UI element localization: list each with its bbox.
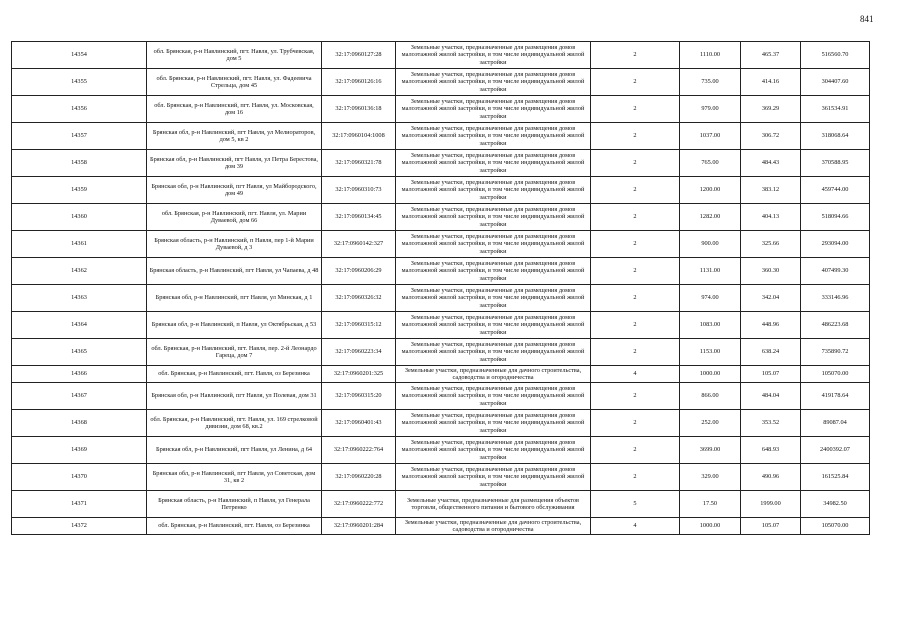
area-cell: 1000.00 bbox=[680, 366, 741, 383]
cadastral-value-cell: 407499.30 bbox=[801, 258, 870, 285]
specific-value-cell: 490.96 bbox=[741, 464, 801, 491]
specific-value-cell: 383.12 bbox=[741, 177, 801, 204]
address-cell: обл. Брянская, р-н Навлинский, пгт. Навля, ул. Марии Дуваевой, дом 66 bbox=[147, 204, 322, 231]
row-number-cell: 14359 bbox=[12, 177, 147, 204]
area-cell: 17.50 bbox=[680, 491, 741, 518]
table-row bbox=[12, 366, 870, 383]
specific-value-cell: 414.16 bbox=[741, 69, 801, 96]
group-code-cell: 2 bbox=[591, 96, 680, 123]
area-cell: 329.00 bbox=[680, 464, 741, 491]
table-row bbox=[12, 96, 870, 123]
land-use-cell: Земельные участки, предназначенные для размещения домов малоэтажной жилой застройки, в том числе индивидуальной жилой застройки bbox=[396, 69, 591, 96]
land-use-cell: Земельные участки, предназначенные для дачного строительства, садоводства и огородничества bbox=[396, 366, 591, 383]
table-row bbox=[12, 42, 870, 69]
cadastral-number-cell: 32:17:0960142:327 bbox=[322, 231, 396, 258]
table-row bbox=[12, 150, 870, 177]
group-code-cell: 4 bbox=[591, 366, 680, 383]
specific-value-cell: 342.04 bbox=[741, 285, 801, 312]
group-code-cell: 2 bbox=[591, 339, 680, 366]
address-cell: обл. Брянская, р-н Навлинский, пгт. Навля, оз Березинка bbox=[147, 518, 322, 535]
row-number-cell: 14368 bbox=[12, 410, 147, 437]
group-code-cell: 2 bbox=[591, 231, 680, 258]
cadastral-value-cell: 304407.60 bbox=[801, 69, 870, 96]
area-cell: 900.00 bbox=[680, 231, 741, 258]
cadastral-value-cell: 333146.96 bbox=[801, 285, 870, 312]
cadastral-number-cell: 32:17:0960310:73 bbox=[322, 177, 396, 204]
land-use-cell: Земельные участки, предназначенные для размещения домов малоэтажной жилой застройки, в том числе индивидуальной жилой застройки bbox=[396, 231, 591, 258]
address-cell: обл. Брянская, р-н Навлинский, пгт. Навля, пер. 2-й Леонардо Гареца, дом 7 bbox=[147, 339, 322, 366]
cadastral-value-cell: 34982.50 bbox=[801, 491, 870, 518]
row-number-cell: 14370 bbox=[12, 464, 147, 491]
address-cell: обл. Брянская, р-н Навлинский, пгт. Навля, ул. Трубчевская, дом 5 bbox=[147, 42, 322, 69]
group-code-cell: 4 bbox=[591, 518, 680, 535]
row-number-cell: 14354 bbox=[12, 42, 147, 69]
cadastral-number-cell: 32:17:0960134:45 bbox=[322, 204, 396, 231]
table-row bbox=[12, 285, 870, 312]
area-cell: 866.00 bbox=[680, 383, 741, 410]
area-cell: 252.00 bbox=[680, 410, 741, 437]
specific-value-cell: 648.93 bbox=[741, 437, 801, 464]
row-number-cell: 14364 bbox=[12, 312, 147, 339]
row-number-cell: 14355 bbox=[12, 69, 147, 96]
group-code-cell: 2 bbox=[591, 410, 680, 437]
cadastral-number-cell: 32:17:0960326:32 bbox=[322, 285, 396, 312]
cadastral-value-cell: 318068.64 bbox=[801, 123, 870, 150]
table-row bbox=[12, 312, 870, 339]
cadastral-value-cell: 735890.72 bbox=[801, 339, 870, 366]
land-use-cell: Земельные участки, предназначенные для размещения домов малоэтажной жилой застройки, в том числе индивидуальной жилой застройки bbox=[396, 42, 591, 69]
land-use-cell: Земельные участки, предназначенные для размещения домов малоэтажной жилой застройки, в том числе индивидуальной жилой застройки bbox=[396, 123, 591, 150]
specific-value-cell: 325.66 bbox=[741, 231, 801, 258]
group-code-cell: 2 bbox=[591, 464, 680, 491]
row-number-cell: 14356 bbox=[12, 96, 147, 123]
area-cell: 735.00 bbox=[680, 69, 741, 96]
land-use-cell: Земельные участки, предназначенные для размещения домов малоэтажной жилой застройки, в том числе индивидуальной жилой застройки bbox=[396, 437, 591, 464]
specific-value-cell: 465.37 bbox=[741, 42, 801, 69]
cadastral-value-cell: 361534.91 bbox=[801, 96, 870, 123]
group-code-cell: 2 bbox=[591, 204, 680, 231]
table-row bbox=[12, 383, 870, 410]
group-code-cell: 2 bbox=[591, 42, 680, 69]
group-code-cell: 2 bbox=[591, 150, 680, 177]
row-number-cell: 14371 bbox=[12, 491, 147, 518]
land-use-cell: Земельные участки, предназначенные для размещения домов малоэтажной жилой застройки, в том числе индивидуальной жилой застройки bbox=[396, 96, 591, 123]
address-cell: Брянская обл, р-н Навлинский, пгт Навля, ул Советская, дом 31, кв 2 bbox=[147, 464, 322, 491]
specific-value-cell: 638.24 bbox=[741, 339, 801, 366]
cadastral-value-cell: 105070.00 bbox=[801, 366, 870, 383]
cadastral-value-cell: 2400392.07 bbox=[801, 437, 870, 464]
area-cell: 1200.00 bbox=[680, 177, 741, 204]
specific-value-cell: 369.29 bbox=[741, 96, 801, 123]
table-row bbox=[12, 410, 870, 437]
specific-value-cell: 484.04 bbox=[741, 383, 801, 410]
land-use-cell: Земельные участки, предназначенные для размещения домов малоэтажной жилой застройки, в том числе индивидуальной жилой застройки bbox=[396, 150, 591, 177]
land-use-cell: Земельные участки, предназначенные для размещения домов малоэтажной жилой застройки, в том числе индивидуальной жилой застройки bbox=[396, 204, 591, 231]
cadastral-value-table bbox=[11, 41, 870, 535]
group-code-cell: 2 bbox=[591, 312, 680, 339]
row-number-cell: 14366 bbox=[12, 366, 147, 383]
land-use-cell: Земельные участки, предназначенные для размещения домов малоэтажной жилой застройки, в том числе индивидуальной жилой застройки bbox=[396, 410, 591, 437]
group-code-cell: 2 bbox=[591, 285, 680, 312]
address-cell: Брянская область, р-н Навлинский, пгт Навля, ул Чапаева, д 48 bbox=[147, 258, 322, 285]
row-number-cell: 14369 bbox=[12, 437, 147, 464]
group-code-cell: 2 bbox=[591, 69, 680, 96]
area-cell: 3699.00 bbox=[680, 437, 741, 464]
land-use-cell: Земельные участки, предназначенные для размещения домов малоэтажной жилой застройки, в том числе индивидуальной жилой застройки bbox=[396, 339, 591, 366]
land-use-cell: Земельные участки, предназначенные для размещения домов малоэтажной жилой застройки, в том числе индивидуальной жилой застройки bbox=[396, 312, 591, 339]
cadastral-number-cell: 32:17:0960136:18 bbox=[322, 96, 396, 123]
specific-value-cell: 404.13 bbox=[741, 204, 801, 231]
land-use-cell: Земельные участки, предназначенные для размещения домов малоэтажной жилой застройки, в том числе индивидуальной жилой застройки bbox=[396, 285, 591, 312]
address-cell: обл. Брянская, р-н Навлинский, пгт. Навля, оз Березинка bbox=[147, 366, 322, 383]
address-cell: Брянская обл, р-н Навлинский, пгт Навля, ул Мелиораторов, дом 5, кв 2 bbox=[147, 123, 322, 150]
land-use-cell: Земельные участки, предназначенные для размещения домов малоэтажной жилой застройки, в том числе индивидуальной жилой застройки bbox=[396, 383, 591, 410]
address-cell: Брянская обл, р-н Навлинский, пгт Навля, ул Ленина, д 64 bbox=[147, 437, 322, 464]
cadastral-number-cell: 32:17:0960222:764 bbox=[322, 437, 396, 464]
table-row bbox=[12, 123, 870, 150]
group-code-cell: 2 bbox=[591, 383, 680, 410]
row-number-cell: 14365 bbox=[12, 339, 147, 366]
address-cell: Брянская область, р-н Навлинский, п Навля, пер 1-й Марии Дуваевой, д 3 bbox=[147, 231, 322, 258]
area-cell: 1037.00 bbox=[680, 123, 741, 150]
land-use-cell: Земельные участки, предназначенные для размещения домов малоэтажной жилой застройки, в том числе индивидуальной жилой застройки bbox=[396, 258, 591, 285]
specific-value-cell: 105.07 bbox=[741, 366, 801, 383]
cadastral-value-cell: 370588.95 bbox=[801, 150, 870, 177]
specific-value-cell: 360.30 bbox=[741, 258, 801, 285]
group-code-cell: 2 bbox=[591, 177, 680, 204]
address-cell: обл. Брянская, р-н Навлинский, пгт. Навля, ул. Московская, дом 16 bbox=[147, 96, 322, 123]
table-row bbox=[12, 204, 870, 231]
row-number-cell: 14358 bbox=[12, 150, 147, 177]
cadastral-value-cell: 105070.00 bbox=[801, 518, 870, 535]
row-number-cell: 14357 bbox=[12, 123, 147, 150]
area-cell: 1083.00 bbox=[680, 312, 741, 339]
cadastral-number-cell: 32:17:0960127:28 bbox=[322, 42, 396, 69]
cadastral-value-cell: 161525.84 bbox=[801, 464, 870, 491]
cadastral-number-cell: 32:17:0960315:20 bbox=[322, 383, 396, 410]
cadastral-value-cell: 516560.70 bbox=[801, 42, 870, 69]
table-row bbox=[12, 339, 870, 366]
cadastral-number-cell: 32:17:0960321:78 bbox=[322, 150, 396, 177]
cadastral-number-cell: 32:17:0960206:29 bbox=[322, 258, 396, 285]
cadastral-number-cell: 32:17:0960201:325 bbox=[322, 366, 396, 383]
specific-value-cell: 105.07 bbox=[741, 518, 801, 535]
specific-value-cell: 484.43 bbox=[741, 150, 801, 177]
address-cell: обл. Брянская, р-н Навлинский, пгт. Навля, ул. Фадеевича Стрельца, дом 45 bbox=[147, 69, 322, 96]
area-cell: 1131.00 bbox=[680, 258, 741, 285]
cadastral-value-cell: 459744.00 bbox=[801, 177, 870, 204]
table-row bbox=[12, 69, 870, 96]
land-use-cell: Земельные участки, предназначенные для дачного строительства, садоводства и огородничества bbox=[396, 518, 591, 535]
table-row bbox=[12, 464, 870, 491]
address-cell: обл. Брянская, р-н Навлинский, пгт. Навля, ул. 169 стрелковой дивизии, дом 68, кв.2 bbox=[147, 410, 322, 437]
specific-value-cell: 353.52 bbox=[741, 410, 801, 437]
address-cell: Брянская обл, р-н Навлинский, пгт Навля, ул Минская, д 1 bbox=[147, 285, 322, 312]
group-code-cell: 5 bbox=[591, 491, 680, 518]
area-cell: 979.00 bbox=[680, 96, 741, 123]
address-cell: Брянская обл, р-н Навлинский, пгт Навля, ул Майбородского, дом 49 bbox=[147, 177, 322, 204]
cadastral-number-cell: 32:17:0960104:1008 bbox=[322, 123, 396, 150]
table-row bbox=[12, 258, 870, 285]
group-code-cell: 2 bbox=[591, 258, 680, 285]
cadastral-number-cell: 32:17:0960315:12 bbox=[322, 312, 396, 339]
row-number-cell: 14367 bbox=[12, 383, 147, 410]
table-row bbox=[12, 518, 870, 535]
area-cell: 974.00 bbox=[680, 285, 741, 312]
address-cell: Брянская обл, р-н Навлинский, пгт Навля, ул Петра Берестова, дом 39 bbox=[147, 150, 322, 177]
area-cell: 1282.00 bbox=[680, 204, 741, 231]
row-number-cell: 14372 bbox=[12, 518, 147, 535]
area-cell: 1110.00 bbox=[680, 42, 741, 69]
area-cell: 1000.00 bbox=[680, 518, 741, 535]
area-cell: 1153.00 bbox=[680, 339, 741, 366]
table-row bbox=[12, 177, 870, 204]
group-code-cell: 2 bbox=[591, 123, 680, 150]
land-use-cell: Земельные участки, предназначенные для размещения домов малоэтажной жилой застройки, в том числе индивидуальной жилой застройки bbox=[396, 464, 591, 491]
cadastral-value-cell: 419178.64 bbox=[801, 383, 870, 410]
row-number-cell: 14361 bbox=[12, 231, 147, 258]
table-row bbox=[12, 491, 870, 518]
row-number-cell: 14360 bbox=[12, 204, 147, 231]
cadastral-number-cell: 32:17:0960201:284 bbox=[322, 518, 396, 535]
group-code-cell: 2 bbox=[591, 437, 680, 464]
table-row bbox=[12, 437, 870, 464]
row-number-cell: 14362 bbox=[12, 258, 147, 285]
specific-value-cell: 448.96 bbox=[741, 312, 801, 339]
specific-value-cell: 1999.00 bbox=[741, 491, 801, 518]
cadastral-number-cell: 32:17:0960223:34 bbox=[322, 339, 396, 366]
area-cell: 765.00 bbox=[680, 150, 741, 177]
address-cell: Брянская область, р-н Навлинский, п Навля, ул Генерала Петренко bbox=[147, 491, 322, 518]
cadastral-number-cell: 32:17:0960401:43 bbox=[322, 410, 396, 437]
land-use-cell: Земельные участки, предназначенные для размещения домов малоэтажной жилой застройки, в том числе индивидуальной жилой застройки bbox=[396, 177, 591, 204]
cadastral-number-cell: 32:17:0960126:16 bbox=[322, 69, 396, 96]
cadastral-value-cell: 89087.04 bbox=[801, 410, 870, 437]
cadastral-value-cell: 486223.68 bbox=[801, 312, 870, 339]
cadastral-number-cell: 32:17:0960222:772 bbox=[322, 491, 396, 518]
row-number-cell: 14363 bbox=[12, 285, 147, 312]
table-body bbox=[12, 42, 870, 535]
page-number: 841 bbox=[860, 14, 874, 24]
specific-value-cell: 306.72 bbox=[741, 123, 801, 150]
cadastral-value-cell: 293094.00 bbox=[801, 231, 870, 258]
table-row bbox=[12, 231, 870, 258]
address-cell: Брянская обл, р-н Навлинский, п Навля, ул Октябрьская, д 53 bbox=[147, 312, 322, 339]
cadastral-value-cell: 518094.66 bbox=[801, 204, 870, 231]
land-use-cell: Земельные участки, предназначенные для размещения объектов торговли, общественного питания и бытового обслуживания bbox=[396, 491, 591, 518]
address-cell: Брянская обл, р-н Навлинский, пгт Навля, ул Полевая, дом 31 bbox=[147, 383, 322, 410]
cadastral-number-cell: 32:17:0960220:28 bbox=[322, 464, 396, 491]
